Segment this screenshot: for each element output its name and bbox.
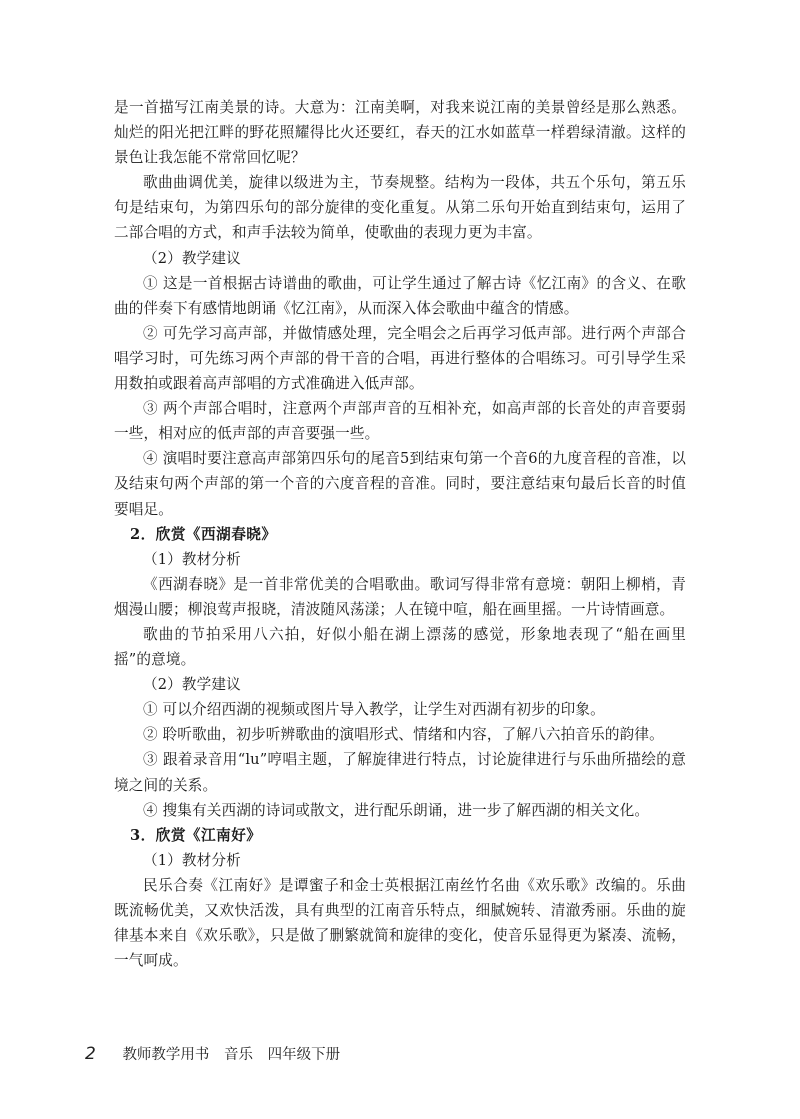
section-heading: 3．欣赏《江南好》	[130, 826, 262, 844]
paragraph: ① 可以介绍西湖的视频或图片导入教学，让学生对西湖有初步的印象。	[143, 701, 605, 719]
paragraph: ③ 两个声部合唱时，注意两个声部声音的互相补充，如高声部的长音处的声音要弱一些，相对应的低声部的声音要强一些。	[114, 400, 686, 443]
page-number: 2	[85, 1044, 96, 1064]
paragraph: 《西湖春晓》是一首非常优美的合唱歌曲。歌词写得非常有意境：朝阳上柳梢，青烟漫山腰；柳浪莺声报晓，清波随风荡漾；人在镜中喧，船在画里摇。一片诗情画意。	[114, 575, 686, 618]
body-text	[114, 95, 686, 973]
paragraph: ① 这是一首根据古诗谱曲的歌曲，可让学生通过了解古诗《忆江南》的含义、在歌曲的伴奏下有感情地朗诵《忆江南》，从而深入体会歌曲中蕴含的情感。	[114, 274, 686, 317]
paragraph: 歌曲的节拍采用八六拍，好似小船在湖上漂荡的感觉，形象地表现了“船在画里摇”的意境。	[114, 625, 686, 669]
paragraph: ④ 搜集有关西湖的诗词或散文，进行配乐朗诵，进一步了解西湖的相关文化。	[143, 801, 650, 819]
paragraph: ② 可先学习高声部，并做情感处理，完全唱会之后再学习低声部。进行两个声部合唱学习时，可先练习两个声部的骨干音的合唱，再进行整体的合唱练习。可引导学生采用数拍或跟着高声部唱的方式准确进入低声部。	[114, 324, 686, 393]
page-footer	[85, 1043, 340, 1064]
section-heading: 2．欣赏《西湖春晓》	[130, 525, 277, 543]
paragraph: （1）教材分析	[143, 851, 241, 869]
footer-subject: 音乐	[224, 1047, 254, 1063]
paragraph: ② 聆听歌曲，初步听辨歌曲的演唱形式、情绪和内容，了解八六拍音乐的韵律。	[143, 726, 664, 744]
footer-book-title: 教师教学用书	[122, 1047, 210, 1063]
paragraph: ③ 跟着录音用“lu”哼唱主题，了解旋律进行特点，讨论旋律进行与乐曲所描绘的意境之间的关系。	[114, 751, 686, 794]
paragraph: （1）教材分析	[143, 550, 241, 568]
footer-grade: 四年级下册	[267, 1047, 341, 1063]
paragraph: 是一首描写江南美景的诗。大意为：江南美啊，对我来说江南的美景曾经是那么熟悉。灿烂的阳光把江畔的野花照耀得比火还要红，春天的江水如蓝草一样碧绿清澈。这样的景色让我怎能不常常回忆呢？	[114, 99, 686, 167]
paragraph: ④ 演唱时要注意高声部第四乐句的尾音5到结束句第一个音6的九度音程的音准，以及结束句两个声部的第一个音的六度音程的音准。同时，要注意结束句最后长音的时值要唱足。	[114, 450, 686, 518]
paragraph: 歌曲曲调优美，旋律以级进为主，节奏规整。结构为一段体，共五个乐句，第五乐句是结束句，为第四乐句的部分旋律的变化重复。从第二乐句开始直到结束句，运用了二部合唱的方式，和声手法较为简单，使歌曲的表现力更为丰富。	[114, 174, 686, 242]
paragraph: （2）教学建议	[143, 676, 241, 694]
paragraph: 民乐合奏《江南好》是谭蜜子和金士英根据江南丝竹名曲《欢乐歌》改编的。乐曲既流畅优美，又欢快活泼，具有典型的江南音乐特点，细腻婉转、清澈秀丽。乐曲的旋律基本来自《欢乐歌》，只是做了删繁就简和旋律的变化，使音乐显得更为紧凑、流畅，一气呵成。	[114, 876, 686, 970]
paragraph: （2）教学建议	[143, 249, 241, 267]
